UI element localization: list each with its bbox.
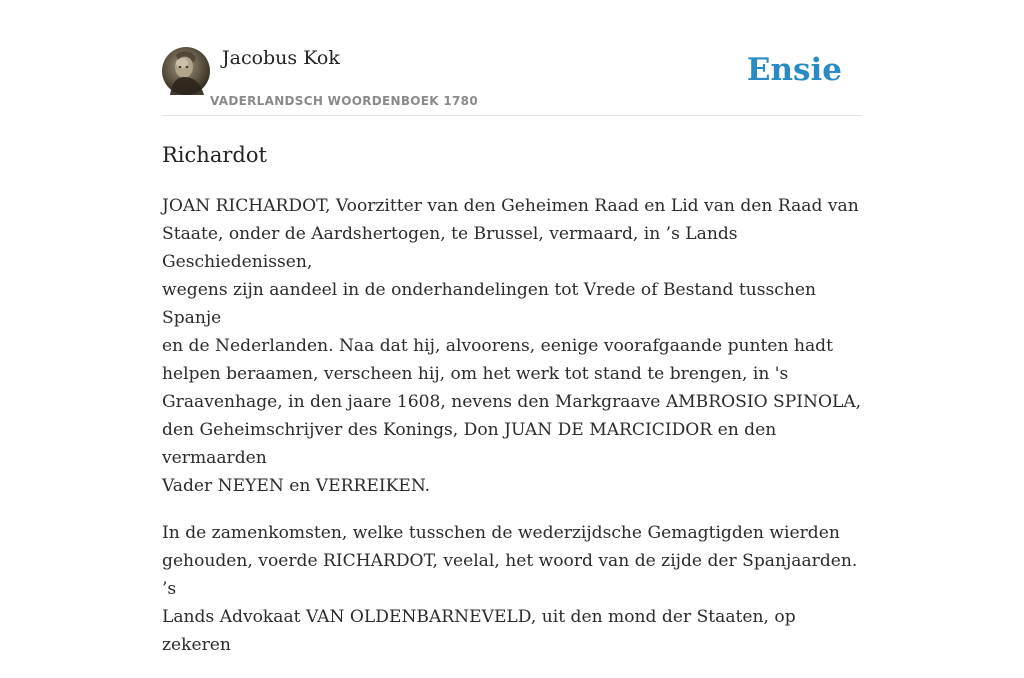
source-title[interactable]: VADERLANDSCH WOORDENBOEK 1780 <box>210 94 478 108</box>
entry-title: Richardot <box>162 143 267 167</box>
author-avatar[interactable] <box>162 47 210 95</box>
entry-header <box>162 0 862 116</box>
author-name[interactable]: Jacobus Kok <box>222 47 340 69</box>
portrait-icon <box>162 47 210 95</box>
entry-body <box>162 192 862 678</box>
entry-container <box>162 0 862 655</box>
paragraph: JOAN RICHARDOT, Voorzitter van den Geheimen Raad en Lid van den Raad van Staate, onder de Aardshertogen, te Brussel, vermaard, in ’s Lands Geschiedenissen, wegens zijn aandeel in de onderhandelingen tot Vrede of Bestand tusschen Spanje en de Nederlanden. Naa dat hij, alvoorens, eenige voorafgaande punten hadt helpen beraamen, verscheen hij, om het werk tot stand te brengen, in 's Graavenhage, in den jaare 1608, nevens den Markgraave AMBROSIO SPINOLA, den Geheimschrijver des Konings, Don JUAN DE MARCICIDOR en den vermaarden Vader NEYEN en VERREIKEN. <box>162 196 862 496</box>
paragraph: In de zamenkomsten, welke tusschen de wederzijdsche Gemagtigden wierden gehouden, voerde RICHARDOT, veelal, het woord van de zijde der Spanjaarden. ’s Lands Advokaat VAN OLDENBARNEVELD, uit den mond der Staaten, op zekeren <box>162 523 858 655</box>
brand-logo[interactable]: Ensie <box>746 52 842 88</box>
